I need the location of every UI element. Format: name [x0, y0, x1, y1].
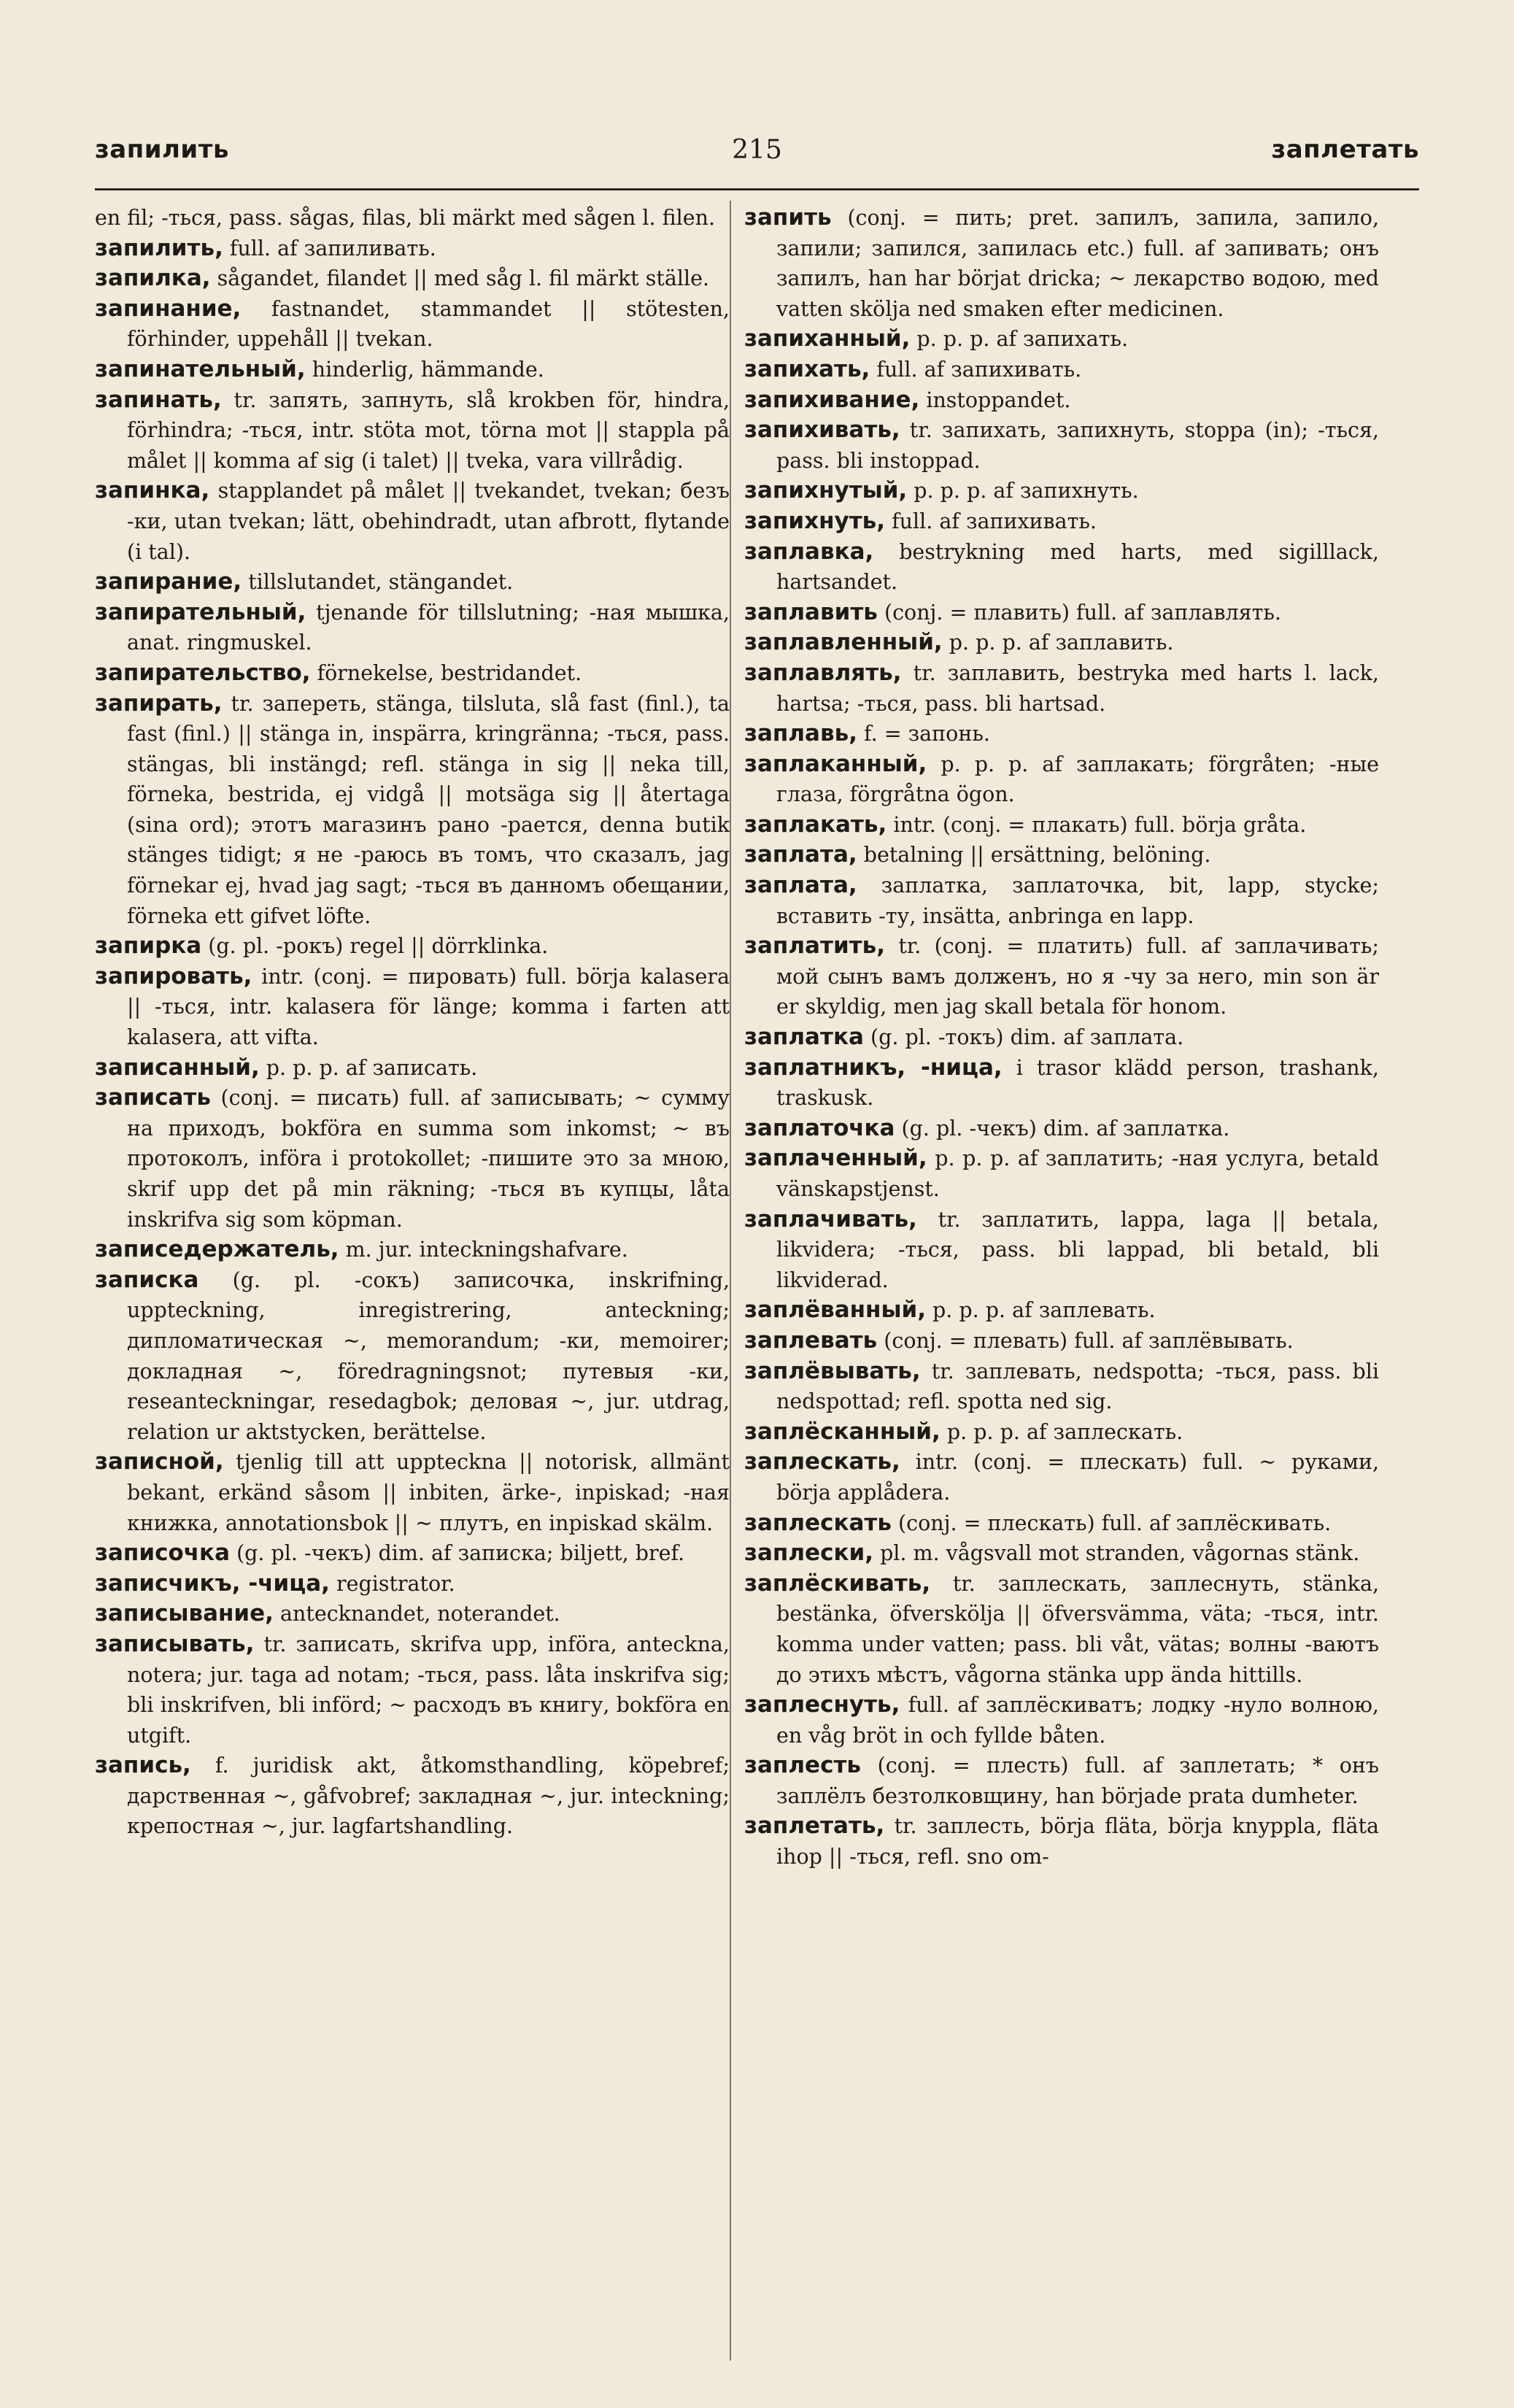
entry-definition: bestrykning med harts, med sigilllack, hartsandet.	[776, 539, 1379, 595]
dictionary-entry	[744, 931, 1379, 1022]
entry-headword: запинание,	[95, 295, 242, 322]
dictionary-entry	[744, 1508, 1379, 1539]
entry-definition: stapplandet på målet || tvekandet, tvekan; безъ -ки, utan tvekan; lätt, obehindradt, utan afbrott, flytande (i tal).	[127, 479, 730, 564]
dictionary-entry	[744, 476, 1379, 506]
dictionary-entry	[744, 1751, 1379, 1811]
dictionary-entry	[744, 1357, 1379, 1417]
entry-headword: запирать,	[95, 690, 223, 717]
entry-definition: tr. заплескать, заплеснуть, stänka, bestänka, öfverskölja || öfversvämma, väta; -ться, intr. komma under vatten; pass. bli våt, vätas; волны -ваютъ до этихъ мѣстъ, vågorna stänka upp ända hittills.	[776, 1571, 1379, 1687]
dictionary-entry	[744, 324, 1379, 355]
entry-headword: запирка	[95, 933, 202, 960]
entry-definition: (g. pl. -чекъ) dim. af записка; biljett, bref.	[236, 1541, 685, 1566]
dictionary-entry	[744, 1114, 1379, 1144]
entry-definition: p. p. p. af заплавить.	[949, 630, 1174, 655]
entry-definition: instoppandet.	[926, 387, 1071, 412]
entry-headword: запихать,	[744, 355, 870, 382]
entry-definition: full. af запиливать.	[229, 236, 436, 261]
left-column	[95, 203, 730, 2363]
dictionary-entry	[95, 1265, 730, 1448]
entry-headword: заплата,	[744, 841, 857, 868]
entry-headword: заплатить,	[744, 933, 886, 960]
entry-definition: full. af заплёскиватъ; лодку -нуло волною, en våg bröt in och fyllde båten.	[776, 1693, 1379, 1748]
entry-definition: fastnandet, stammandet || stötesten, förhinder, uppehåll || tvekan.	[127, 296, 730, 352]
dictionary-entry	[744, 385, 1379, 416]
dictionary-entry	[744, 1569, 1379, 1690]
entry-definition: tr. заплесть, börja fläta, börja knyppla, fläta ihop || -ться, refl. sno om-	[776, 1814, 1379, 1869]
dictionary-entry	[95, 567, 730, 598]
entry-headword: записанный,	[95, 1054, 260, 1081]
left-guide-word: запилить	[95, 135, 229, 164]
dictionary-entry	[744, 1447, 1379, 1508]
entry-headword: запихивать,	[744, 417, 900, 444]
entry-definition: p. p. p. af запихать.	[916, 327, 1129, 352]
right-guide-word: заплетать	[1271, 135, 1419, 164]
entry-definition: tr. запереть, stänga, tilsluta, slå fast (finl.), ta fast (finl.) || stänga in, inspärra, kringränna; -ться, pass. stängas, bli instängd; refl. stänga in sig || neka till, förneka, bestrida, ej vidgå || motsäga sig || återtaga (sina ord); этотъ магазинъ рано -рается, denna butik stänges tidigt; я не -раюсь въ томъ, что сказалъ, jag förnekar ej, hvad jag sagt; -ться въ данномъ обещании, förneka ett gifvet löfte.	[127, 691, 730, 928]
entry-definition: p. p. p. af заплатить; -ная услуга, betald vänskapstjenst.	[776, 1146, 1379, 1201]
dictionary-entry	[744, 719, 1379, 749]
dictionary-entry	[95, 1083, 730, 1235]
dictionary-entry	[744, 840, 1379, 871]
entry-definition: intr. (conj. = пировать) full. börja kalasera || -ться, intr. kalasera för länge; komma i farten att kalasera, att vifta.	[127, 964, 730, 1050]
dictionary-entry	[95, 234, 730, 264]
dictionary-entry	[95, 931, 730, 962]
entry-headword: заплаточка	[744, 1114, 895, 1141]
entry-headword: заплата,	[744, 872, 857, 899]
dictionary-entry	[744, 1538, 1379, 1569]
entry-headword: запинательный,	[95, 355, 306, 382]
entry-definition: tjenande för tillslutning; -ная мышка, anat. ringmuskel.	[127, 600, 730, 655]
entry-definition: tr. заплавить, bestryka med harts l. lack, hartsa; -ться, pass. bli hartsad.	[776, 660, 1379, 716]
entry-definition: (g. pl. -сокъ) записочка, inskrifning, uppteckning, inregistrering, anteckning; дипломатическая ~, memorandum; -ки, memoirer; докладная ~, föredragningsnot; путевыя -ки, reseanteckningar, resedagbok; деловая ~, jur. utdrag, relation ur aktstycken, berättelse.	[127, 1267, 730, 1444]
entry-definition: intr. (conj. = плакать) full. börja gråta.	[893, 812, 1307, 837]
entry-definition: (g. pl. -токъ) dim. af заплата.	[870, 1025, 1184, 1050]
entry-headword: запилка,	[95, 265, 211, 292]
entry-headword: заплаченный,	[744, 1145, 927, 1172]
dictionary-entry	[744, 355, 1379, 385]
entry-headword: запинать,	[95, 386, 222, 413]
entry-headword: заплавлять,	[744, 659, 902, 686]
entry-headword: запирательство,	[95, 659, 311, 686]
entry-headword: записедержатель,	[95, 1236, 339, 1263]
entry-definition: (conj. = пить; pret. запилъ, запила, запило, запили; запился, запилась etc.) full. af запивать; онъ запилъ, han har börjat dricka; ~ лекарство водою, med vatten skölja ned smaken efter medicinen.	[776, 206, 1379, 321]
entry-headword: заплевать	[744, 1327, 878, 1354]
dictionary-entry	[744, 1417, 1379, 1448]
dictionary-entry	[744, 871, 1379, 931]
entry-definition: tr. запять, запнуть, slå krokben för, hindra, förhindra; -ться, intr. stöta mot, törna mot || stappla på målet || komma af sig (i talet) || tveka, vara villrådig.	[127, 387, 730, 473]
entry-headword: записной,	[95, 1448, 224, 1475]
entry-headword: записывать,	[95, 1630, 255, 1657]
entry-definition: hinderlig, hämmande.	[312, 357, 544, 382]
dictionary-entry	[95, 385, 730, 476]
entry-definition: (conj. = плескать) full. af заплёскивать.	[898, 1510, 1332, 1535]
dictionary-entry	[744, 1022, 1379, 1053]
page-header	[95, 135, 1419, 179]
entry-definition: (conj. = плесть) full. af заплетать; * онъ заплёлъ безтолковщину, han började prata dumheter.	[776, 1753, 1379, 1808]
entry-headword: записывание,	[95, 1600, 274, 1627]
entry-headword: запинка,	[95, 477, 210, 504]
entry-headword: заплавить	[744, 598, 878, 625]
header-rule	[95, 188, 1419, 190]
entry-headword: заплатка	[744, 1024, 864, 1051]
right-column	[744, 203, 1379, 2363]
entry-definition: f. juridisk akt, åtkomsthandling, köpebref; дарственная ~, gåfvobref; закладная ~, jur. inteckning; крепостная ~, jur. lagfartshandling.	[127, 1753, 730, 1839]
entry-headword: записка	[95, 1266, 199, 1293]
entry-definition: betalning || ersättning, belöning.	[863, 843, 1211, 868]
entry-definition: (g. pl. -рокъ) regel || dörrklinka.	[208, 934, 549, 959]
dictionary-entry	[95, 263, 730, 294]
entry-headword: запихнуть,	[744, 507, 886, 534]
entry-headword: заплавка,	[744, 538, 874, 565]
entry-definition: p. p. p. af запихнуть.	[914, 479, 1139, 503]
dictionary-entry	[744, 1143, 1379, 1204]
entry-definition: full. af запихивать.	[876, 357, 1082, 382]
entry-headword: запись,	[95, 1752, 191, 1779]
entry-definition: tr. запихать, запихнуть, stoppa (in); -ться, pass. bli instoppad.	[776, 418, 1379, 473]
dictionary-entry	[95, 294, 730, 355]
entry-headword: записчикъ, -чица,	[95, 1570, 330, 1597]
entry-definition: registrator.	[336, 1571, 455, 1596]
entry-definition: förnekelse, bestridandet.	[317, 660, 582, 685]
entry-definition: p. p. p. af заплакать; förgråten; -ные глаза, förgråtna ögon.	[776, 752, 1379, 807]
dictionary-entry	[744, 1205, 1379, 1296]
entry-definition: tr. заплевать, nedspotta; -ться, pass. bli nedspottad; refl. spotta ned sig.	[776, 1359, 1379, 1414]
entry-definition: pl. m. vågsvall mot stranden, vågornas stänk.	[880, 1541, 1360, 1566]
entry-headword: запихнутый,	[744, 477, 908, 504]
dictionary-entry	[744, 1053, 1379, 1114]
entry-headword: запирание,	[95, 568, 242, 595]
entry-definition: tr. (conj. = платить) full. af заплачивать; мой сынъ вамъ долженъ, но я -чу за него, min son är er skyldig, men jag skall betala för honom.	[776, 934, 1379, 1019]
dictionary-entry	[95, 1538, 730, 1569]
dictionary-entry	[744, 537, 1379, 598]
dictionary-entry	[744, 810, 1379, 841]
entry-headword: заплавь,	[744, 720, 857, 747]
dictionary-entry	[95, 1447, 730, 1538]
entry-definition: tr. записать, skrifva upp, införa, anteckna, notera; jur. taga ad notam; -ться, pass. låta inskrifva sig; bli inskrifven, bli införd; ~ расходъ въ книгу, bokföra en utgift.	[127, 1632, 730, 1748]
entry-definition: m. jur. inteckningshafvare.	[345, 1238, 628, 1262]
dictionary-entry	[95, 1053, 730, 1084]
dictionary-entry	[95, 598, 730, 658]
entry-headword: заплески,	[744, 1540, 873, 1567]
entry-headword: заплачивать,	[744, 1205, 917, 1232]
entry-definition: antecknandet, noterandet.	[280, 1602, 560, 1626]
dictionary-entry	[744, 749, 1379, 810]
entry-definition: (conj. = писать) full. af записывать; ~ сумму на приходъ, bokföra en summa som inkomst; ~ въ протоколъ, införa i protokollet; -пишите это за мною, skrif upp det på min räkning; -ться въ купцы, låta inskrifva sig som köpman.	[127, 1086, 730, 1232]
dictionary-entry	[95, 355, 730, 385]
dictionary-entry	[744, 628, 1379, 658]
dictionary-entry	[95, 1599, 730, 1629]
dictionary-entry	[95, 689, 730, 932]
entry-definition: sågandet, filandet || med såg l. fil märkt ställe.	[217, 266, 710, 291]
dictionary-entry	[95, 962, 730, 1053]
entry-headword: записать	[95, 1084, 211, 1111]
entry-definition: (conj. = плевать) full. af заплёвывать.	[884, 1328, 1294, 1353]
dictionary-entry	[744, 415, 1379, 476]
entry-definition: p. p. p. af записать.	[266, 1055, 478, 1080]
dictionary-entry	[744, 1326, 1379, 1357]
entry-headword: запирательный,	[95, 598, 306, 625]
entry-headword: заплаканный,	[744, 750, 927, 777]
dictionary-entry	[95, 1629, 730, 1751]
dictionary-entry	[95, 658, 730, 689]
dictionary-entry	[95, 1235, 730, 1265]
dictionary-entry	[744, 203, 1379, 324]
dictionary-entry	[95, 1569, 730, 1599]
entry-headword: заплёсканный,	[744, 1418, 941, 1445]
entry-headword: запировать,	[95, 962, 252, 989]
entry-definition: p. p. p. af заплескать.	[946, 1419, 1183, 1444]
entry-definition: заплатка, заплаточка, bit, lapp, stycke; вставить -ту, insätta, anbringa en lapp.	[776, 873, 1379, 928]
entry-headword: заплеснуть,	[744, 1691, 900, 1718]
entry-headword: запихивание,	[744, 386, 920, 413]
entry-headword: запиханный,	[744, 325, 911, 352]
dictionary-entry	[744, 506, 1379, 537]
dictionary-entry	[744, 1295, 1379, 1326]
entry-headword: заплавленный,	[744, 629, 943, 656]
entry-definition: i trasor klädd person, trashank, traskusk.	[776, 1055, 1379, 1111]
entry-headword: заплетать,	[744, 1813, 885, 1840]
entry-headword: запить	[744, 204, 832, 231]
entry-headword: заплескать	[744, 1509, 892, 1536]
entry-definition: en fil; -ться, pass. sågas, filas, bli märkt med sågen l. filen.	[95, 206, 716, 230]
dictionary-entry	[95, 476, 730, 567]
page-number: 215	[732, 135, 782, 165]
dictionary-entry	[744, 598, 1379, 628]
entry-headword: заплескать,	[744, 1448, 900, 1475]
dictionary-entry	[95, 1751, 730, 1842]
dictionary-entry	[95, 203, 730, 234]
entry-definition: full. af запихивать.	[892, 509, 1097, 533]
entry-definition: p. p. p. af заплевать.	[932, 1298, 1156, 1323]
entry-headword: заплёскивать,	[744, 1570, 931, 1597]
entry-headword: заплёвывать,	[744, 1357, 921, 1384]
dictionary-entry	[744, 1811, 1379, 1872]
entry-definition: intr. (conj. = плескать) full. ~ руками, börja applådera.	[776, 1450, 1379, 1505]
entry-definition: tillslutandet, stängandet.	[248, 570, 514, 595]
entry-definition: tjenlig till att uppteckna || notorisk, allmänt bekant, erkänd såsom || inbiten, ärke-, inpiskad; -ная книжка, annotationsbok || ~ плутъ, en inpiskad skälm.	[127, 1450, 730, 1535]
entry-headword: заплатникъ, -ница,	[744, 1054, 1003, 1081]
entry-definition: f. = запонь.	[864, 722, 990, 746]
entry-headword: записочка	[95, 1540, 230, 1567]
dictionary-entry	[744, 658, 1379, 719]
entry-headword: заплёванный,	[744, 1297, 926, 1324]
entry-headword: заплакать,	[744, 811, 887, 838]
entry-headword: заплесть	[744, 1752, 862, 1779]
column-divider	[730, 201, 731, 2361]
entry-definition: (g. pl. -чекъ) dim. af заплатка.	[901, 1116, 1230, 1141]
entry-headword: запилить,	[95, 234, 223, 261]
entry-definition: tr. заплатить, lappa, laga || betala, likvidera; -ться, pass. bli lappad, bli betald, bli likviderad.	[776, 1207, 1379, 1292]
dictionary-entry	[744, 1690, 1379, 1751]
entry-definition: (conj. = плавить) full. af заплавлять.	[884, 600, 1281, 625]
